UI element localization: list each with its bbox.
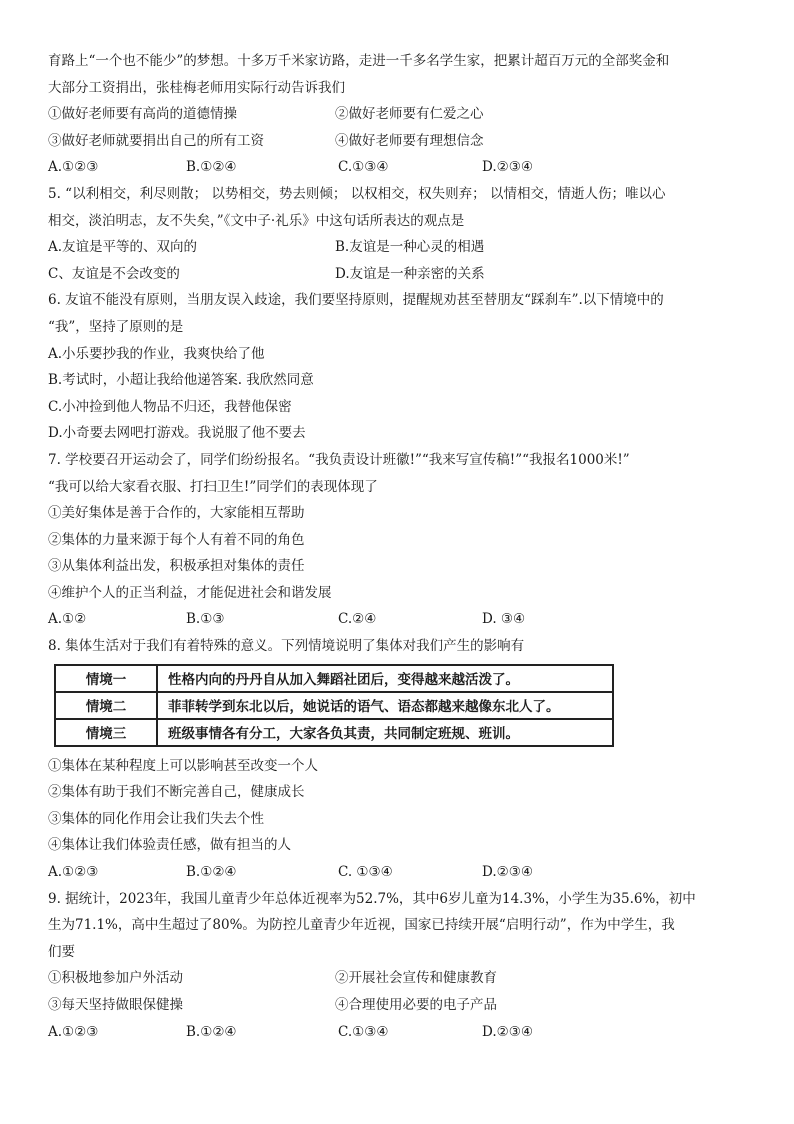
q9-choice-d[interactable]: D.②③④ <box>482 1023 533 1040</box>
q5-stem-line-1: 5. “以利相交，利尽则散； 以势相交，势去则倾； 以权相交，权失则弃； 以情相交，情逝人伤；唯以心 <box>48 185 666 202</box>
q4-choice-d[interactable]: D.②③④ <box>482 159 533 176</box>
q9-choices <box>48 1019 758 1046</box>
table-row <box>55 665 613 692</box>
q8-choices <box>48 859 758 886</box>
q4-option-4: ④做好老师要有理想信念 <box>335 132 484 149</box>
q9-option-3: ③每天坚持做眼保健操 <box>48 997 183 1013</box>
q8-choice-b[interactable]: B.①②④ <box>186 864 237 881</box>
q4-option-2: ②做好老师要有仁爱之心 <box>335 106 484 123</box>
q8-option-2: ②集体有助于我们不断完善自己，健康成长 <box>48 784 305 801</box>
q7-option-4: ④维护个人的正当利益，才能促进社会和谐发展 <box>48 584 332 601</box>
q7-choice-b[interactable]: B.①③ <box>186 611 225 628</box>
q9-options-row-2 <box>48 992 758 1019</box>
q5-stem-line-2: 相交，淡泊明志，友不失矣，”《文中子·礼乐》中这句话所表达的观点是 <box>48 212 465 229</box>
scene-label: 情境三 <box>55 719 157 746</box>
q8-stem: 8. 集体生活对于我们有着特殊的意义。下列情境说明了集体对我们产生的影响有 <box>48 638 525 655</box>
q7-choice-d[interactable]: D. ③④ <box>482 611 526 628</box>
q6-choice-b[interactable]: B.考试时，小超让我给他递答案. 我欣然同意 <box>48 372 314 389</box>
q9-option-4: ④合理使用必要的电子产品 <box>335 997 497 1013</box>
q9-choice-a[interactable]: A.①②③ <box>48 1023 99 1040</box>
q5-choice-c[interactable]: C、友谊是不会改变的 <box>48 265 180 282</box>
q7-option-1: ①美好集体是善于合作的，大家能相互帮助 <box>48 505 305 522</box>
q6-choice-a[interactable]: A.小乐要抄我的作业，我爽快给了他 <box>48 345 265 362</box>
q7-stem-line-2: “我可以给大家看衣服、打扫卫生!”同学们的表现体现了 <box>48 478 378 495</box>
q8-choice-c[interactable]: C. ①③④ <box>338 864 393 881</box>
q4-options-row-1 <box>48 101 758 128</box>
q5-choices-row-2 <box>48 261 758 288</box>
q7-option-3: ③从集体利益出发，积极承担对集体的责任 <box>48 558 305 575</box>
q4-option-1: ①做好老师要有高尚的道德情操 <box>48 106 237 123</box>
q7-choice-c[interactable]: C.②④ <box>338 611 377 628</box>
q6-stem-line-1: 6. 友谊不能没有原则，当朋友误入歧途，我们要坚持原则，提醒规劝甚至替朋友“踩刹车”.以下情境中的 <box>48 292 664 309</box>
q4-stem-line-1: 育路上“一个也不能少”的梦想。十多万千米家访路，走进一千多名学生家，把累计超百万元的全部奖金和 <box>48 53 670 69</box>
q9-choice-b[interactable]: B.①②④ <box>186 1023 237 1040</box>
q7-option-2: ②集体的力量来源于每个人有着不同的角色 <box>48 531 305 548</box>
scene-text: 菲菲转学到东北以后，她说话的语气、语态都越来越像东北人了。 <box>157 692 613 719</box>
table-row <box>55 719 613 746</box>
q4-options-row-2 <box>48 128 758 155</box>
scene-text: 性格内向的丹丹自从加入舞蹈社团后，变得越来越活泼了。 <box>157 665 613 692</box>
scene-label: 情境二 <box>55 692 157 719</box>
q6-choice-d[interactable]: D.小奇要去网吧打游戏。我说服了他不要去 <box>48 425 306 442</box>
table-row <box>55 692 613 719</box>
q5-choices-row-1 <box>48 234 758 261</box>
q7-choice-a[interactable]: A.①② <box>48 611 87 628</box>
q4-choice-c[interactable]: C.①③④ <box>338 159 389 176</box>
q9-stem-line-3: 们要 <box>48 943 75 960</box>
q8-choice-d[interactable]: D.②③④ <box>482 864 533 881</box>
q8-option-3: ③集体的同化作用会让我们失去个性 <box>48 810 264 827</box>
q4-choices <box>48 154 758 181</box>
q8-choice-a[interactable]: A.①②③ <box>48 864 99 881</box>
q4-choice-a[interactable]: A.①②③ <box>48 159 99 176</box>
scene-label: 情境一 <box>55 665 157 692</box>
q4-choice-b[interactable]: B.①②④ <box>186 159 237 176</box>
q6-stem-line-2: “我”，坚持了原则的是 <box>48 318 184 335</box>
q8-option-4: ④集体让我们体验责任感，做有担当的人 <box>48 837 291 854</box>
q8-option-1: ①集体在某种程度上可以影响甚至改变一个人 <box>48 757 318 774</box>
q9-option-2: ②开展社会宣传和健康教育 <box>335 970 497 987</box>
q9-stem-line-2: 生为71.1%，高中生超过了80%。为防控儿童青少年近视，国家已持续开展“启明行动”，作为中学生，我 <box>48 917 675 934</box>
q4-stem-line-2: 大部分工资捐出，张桂梅老师用实际行动告诉我们 <box>48 79 345 96</box>
q5-choice-d[interactable]: D.友谊是一种亲密的关系 <box>335 265 485 282</box>
q9-choice-c[interactable]: C.①③④ <box>338 1023 389 1040</box>
q9-stem-line-1: 9. 据统计，2023年，我国儿童青少年总体近视率为52.7%，其中6岁儿童为14.3%，小学生为35.6%，初中 <box>48 890 696 907</box>
q8-scene-table <box>54 664 614 747</box>
q5-choice-a[interactable]: A.友谊是平等的、双向的 <box>48 239 198 256</box>
scene-text: 班级事情各有分工，大家各负其责，共同制定班规、班训。 <box>157 719 613 746</box>
q9-options-row-1 <box>48 965 758 992</box>
q5-choice-b[interactable]: B.友谊是一种心灵的相遇 <box>335 239 485 256</box>
q9-option-1: ①积极地参加户外活动 <box>48 970 183 987</box>
q4-option-3: ③做好老师就要捐出自己的所有工资 <box>48 132 264 149</box>
exam-page <box>48 48 758 1045</box>
q7-stem-line-1: 7. 学校要召开运动会了，同学们纷纷报名。“我负责设计班徽!”“我来写宣传稿!”“我报名1000米!” <box>48 451 630 468</box>
q7-choices <box>48 606 758 633</box>
q6-choice-c[interactable]: C.小冲捡到他人物品不归还，我替他保密 <box>48 398 292 415</box>
